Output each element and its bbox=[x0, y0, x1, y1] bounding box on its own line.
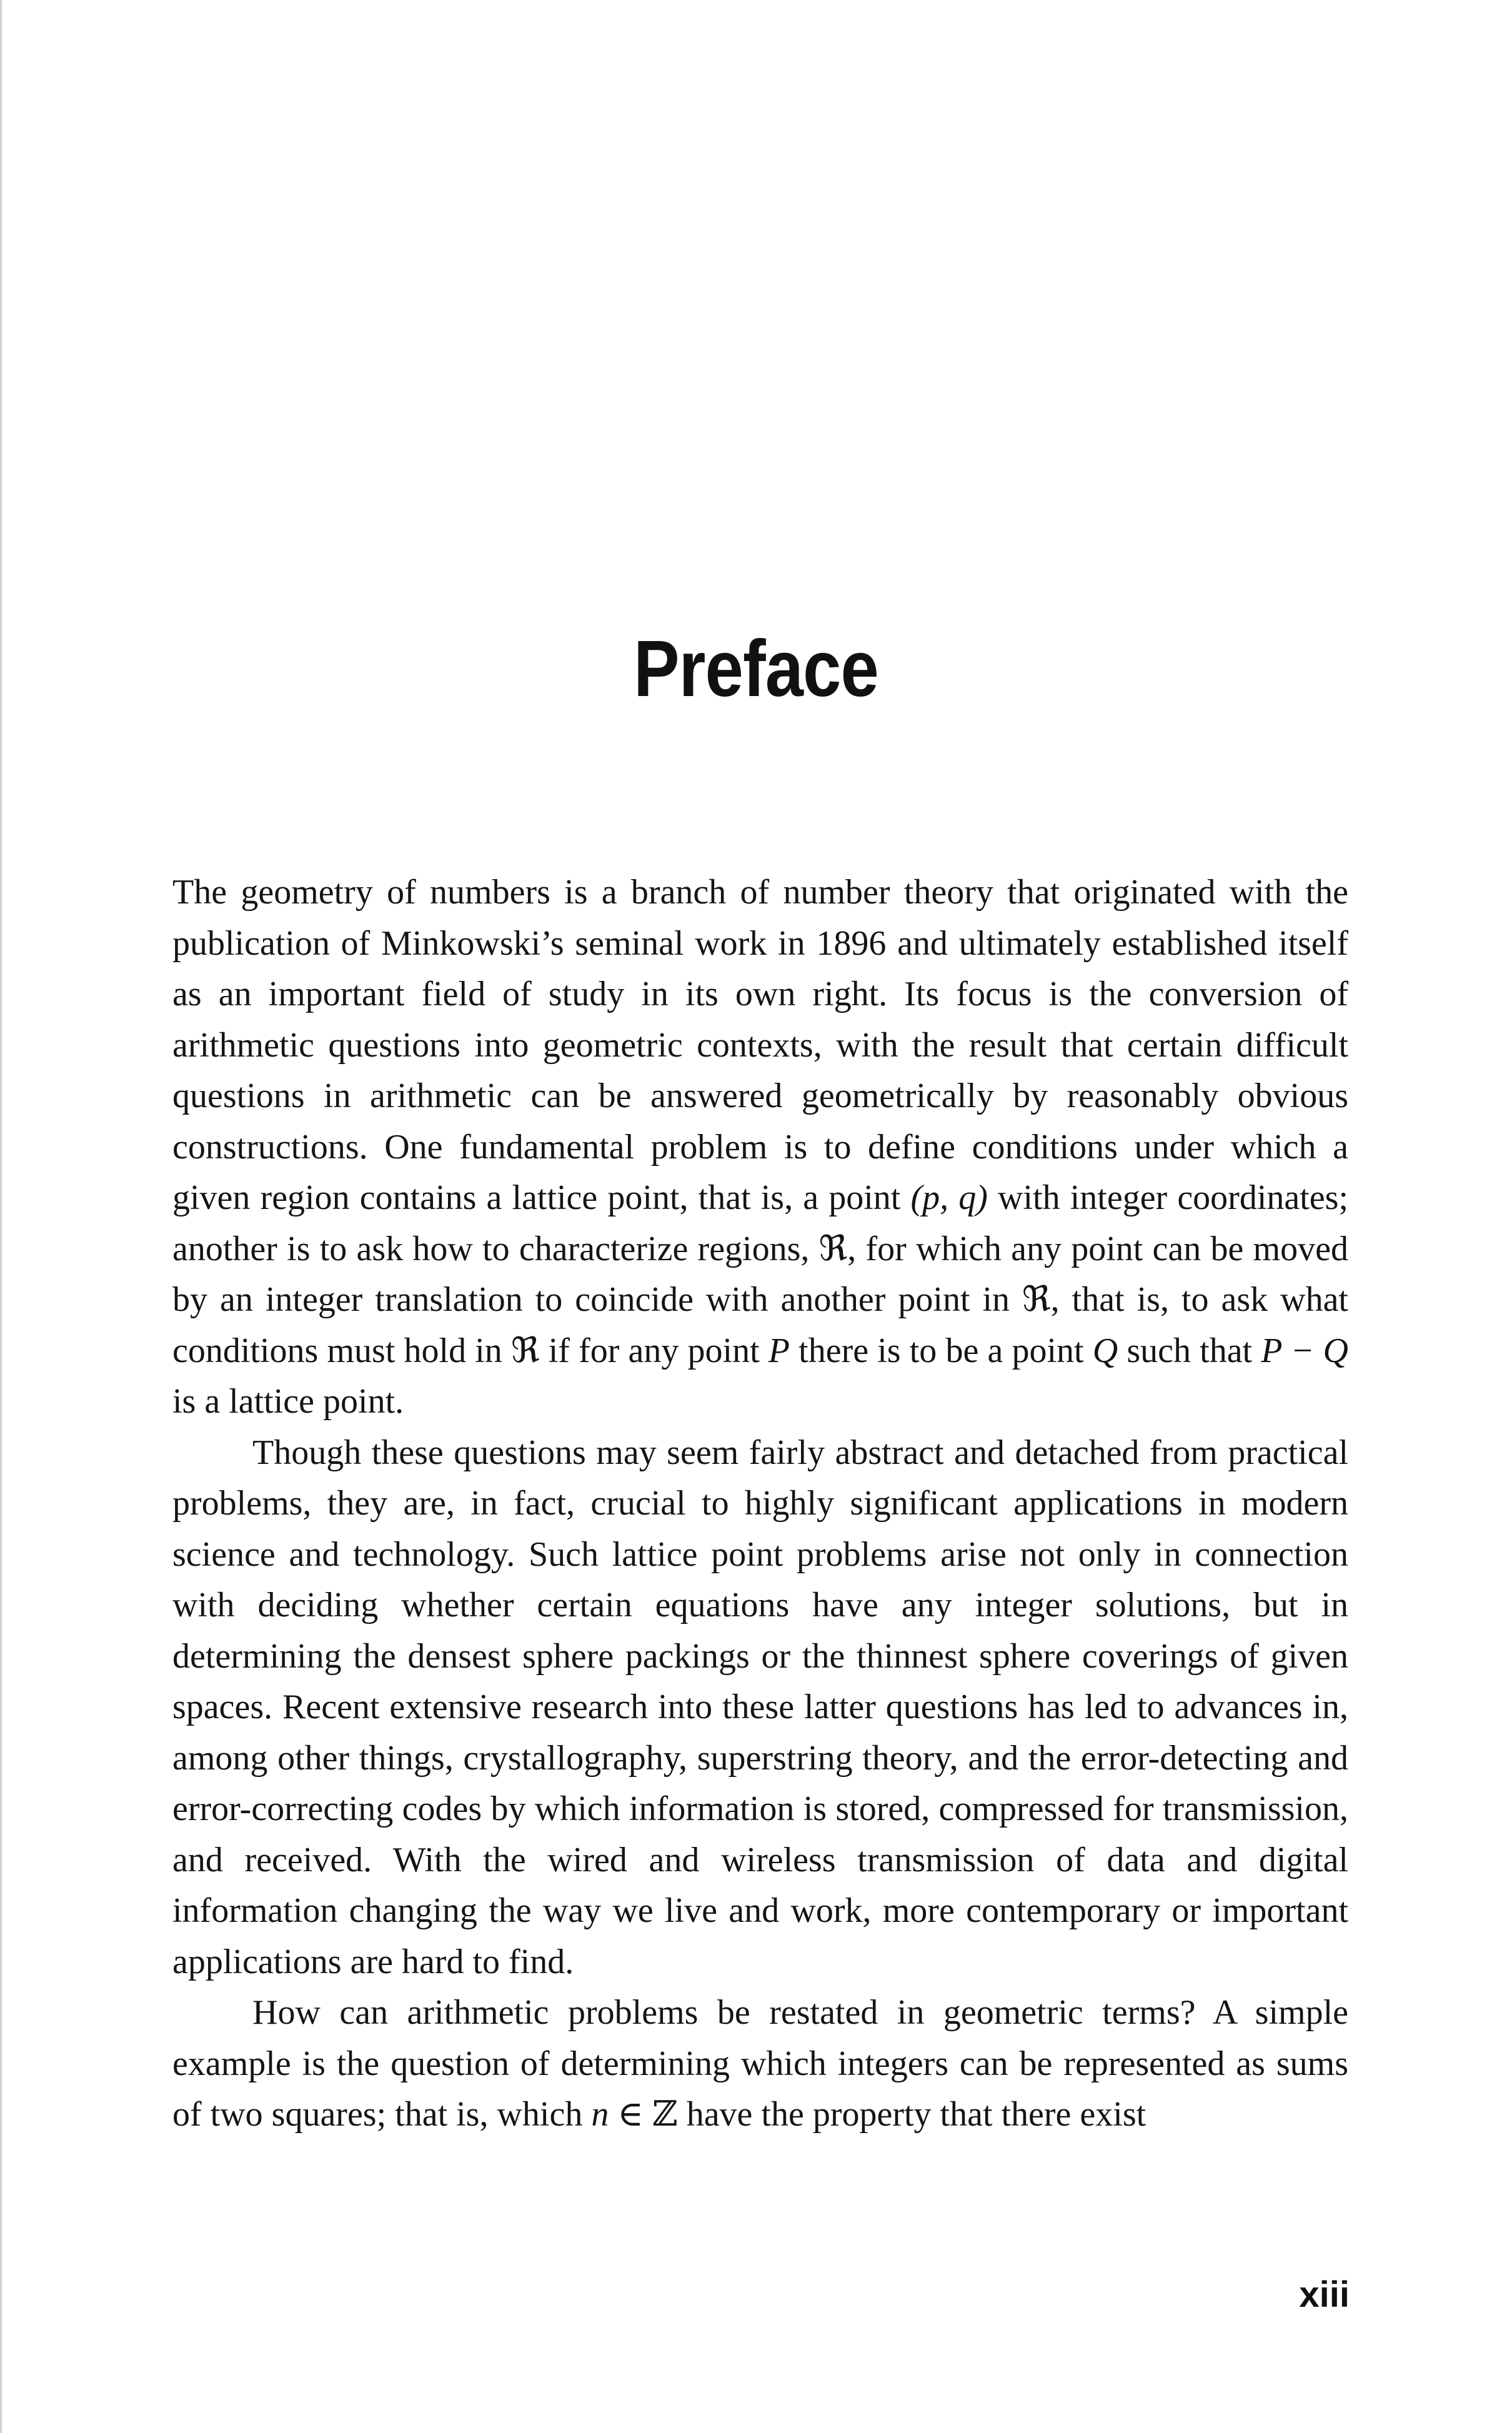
page-edge bbox=[0, 0, 2, 2433]
math-point-pq: (p, q) bbox=[910, 1178, 988, 1217]
math-n: n bbox=[591, 2095, 609, 2134]
paragraph-3: How can arithmetic problems be restated in geometric terms? A simple example is the question of determining which integers can be represented as sums of two squares; that is, which n ∈ ℤ have the property that there exist bbox=[172, 1993, 1348, 2134]
paragraph-1: The geometry of numbers is a branch of number theory that originated with the publication of Minkowski’s seminal work in 1896 and ultimately established itself as an important field of study in its own right. Its focus is the conversion of arithmetic questions into geometric contexts, with the result that certain difficult questions in arithmetic can be answered geometrically by reasonably obvious constructions. One fundamental problem is to define conditions under which a given region contains a lattice point, that is, a point (p, q) with integer coordinates; another is to ask how to characterize regions, ℜ, for which any point can be moved by an integer translation to coincide with another point in ℜ, that is, to ask what conditions must hold in ℜ if for any point P there is to be a point Q such that P − Q is a lattice point. bbox=[172, 873, 1349, 1421]
preface-body bbox=[172, 867, 1348, 2141]
math-integers-symbol: ℤ bbox=[652, 2095, 678, 2134]
paragraph-2: Though these questions may seem fairly abstract and detached from practical problems, they are, in fact, crucial to highly significant applications in modern science and technology. Such lattice point problems arise not only in connection with deciding whether certain equations have any integer solutions, but in determining the densest sphere packings or the thinnest sphere coverings of given spaces. Recent extensive research into these latter questions has led to advances in, among other things, crystallography, superstring theory, and the error-detecting and error-correcting codes by which information is stored, compressed for transmission, and received. With the wired and wireless transmission of data and digital information changing the way we live and work, more contemporary or important applications are hard to find. bbox=[172, 1433, 1348, 1981]
chapter-title: Preface bbox=[634, 624, 878, 714]
math-region-symbol: ℜ bbox=[510, 1331, 540, 1370]
math-point-p: P bbox=[768, 1331, 790, 1370]
page-number: xiii bbox=[1299, 2274, 1350, 2315]
math-region-symbol: ℜ bbox=[818, 1229, 848, 1268]
math-point-q: Q bbox=[1092, 1331, 1118, 1370]
math-difference: P − Q bbox=[1261, 1331, 1348, 1370]
math-region-symbol: ℜ bbox=[1022, 1280, 1051, 1319]
